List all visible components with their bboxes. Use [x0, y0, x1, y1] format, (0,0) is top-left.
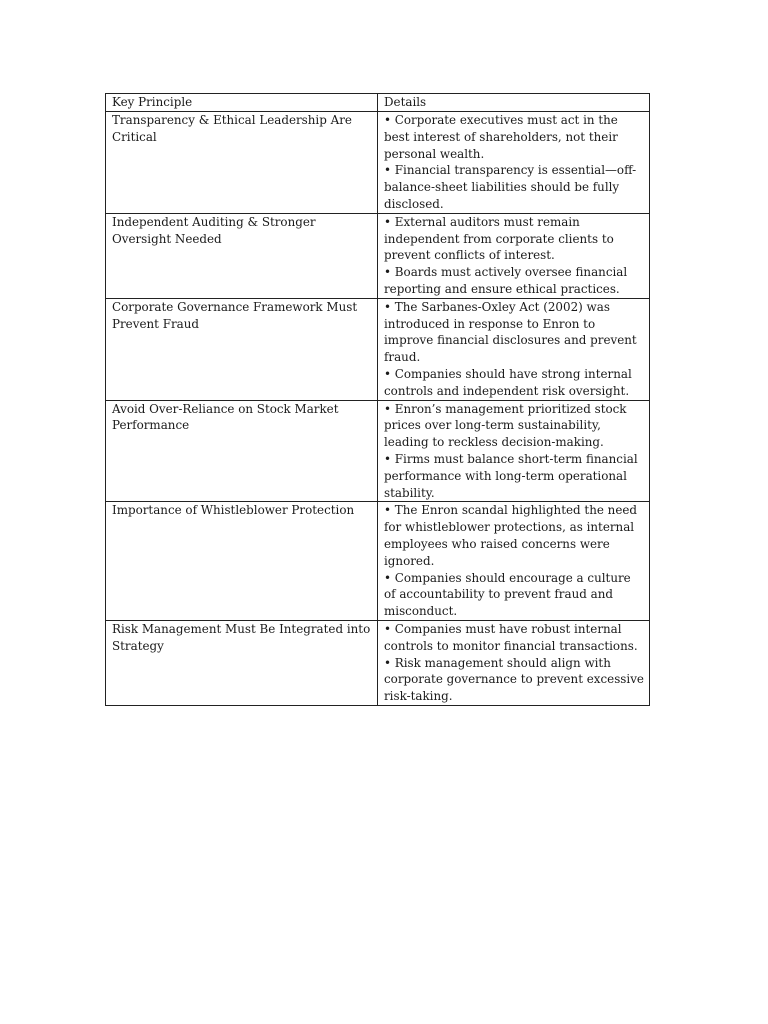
detail-bullet: • The Enron scandal highlighted the need for whistleblower protections, as internal employees who raised concerns were ignored.	[384, 503, 638, 568]
principle-cell: Transparency & Ethical Leadership Are Critical	[106, 112, 378, 214]
principle-cell: Risk Management Must Be Integrated into Strategy	[106, 620, 378, 705]
principle-cell: Importance of Whistleblower Protection	[106, 502, 378, 621]
table-row	[106, 213, 650, 298]
details-cell	[378, 112, 650, 214]
detail-bullet: • Risk management should align with corporate governance to prevent excessive risk-taking.	[384, 655, 644, 704]
details-cell	[378, 298, 650, 400]
detail-bullet: • Corporate executives must act in the best interest of shareholders, not their personal wealth.	[384, 113, 618, 161]
detail-bullet: • External auditors must remain independent from corporate clients to prevent conflicts of interest.	[384, 214, 614, 263]
detail-bullet: • Boards must actively oversee financial reporting and ensure ethical practices.	[384, 265, 628, 296]
table-row	[106, 502, 650, 621]
table-row	[106, 298, 650, 400]
table-row	[106, 620, 650, 705]
table-row	[106, 112, 650, 214]
header-details: Details	[378, 94, 650, 112]
key-principles-table	[105, 93, 650, 706]
table-row	[106, 400, 650, 502]
header-key-principle: Key Principle	[106, 94, 378, 112]
table-header-row	[106, 94, 650, 112]
details-cell	[378, 502, 650, 621]
detail-bullet: • Companies must have robust internal controls to monitor financial transactions.	[384, 621, 638, 653]
detail-bullet: • The Sarbanes-Oxley Act (2002) was introduced in response to Enron to improve financial disclosures and prevent fraud.	[384, 299, 637, 365]
details-cell	[378, 400, 650, 502]
detail-bullet: • Firms must balance short-term financial performance with long-term operational stability.	[384, 451, 638, 500]
detail-bullet: • Financial transparency is essential—off-balance-sheet liabilities should be fully disclosed.	[384, 163, 637, 211]
detail-bullet: • Enron’s management prioritized stock prices over long-term sustainability, leading to reckless decision-making.	[384, 401, 627, 450]
details-cell	[378, 213, 650, 298]
detail-bullet: • Companies should have strong internal controls and independent risk oversight.	[384, 366, 632, 398]
detail-bullet: • Companies should encourage a culture of accountability to prevent fraud and misconduct.	[384, 570, 631, 619]
principle-cell: Independent Auditing & Stronger Oversight Needed	[106, 213, 378, 298]
principle-cell: Avoid Over-Reliance on Stock Market Performance	[106, 400, 378, 502]
principle-cell: Corporate Governance Framework Must Prevent Fraud	[106, 298, 378, 400]
details-cell	[378, 620, 650, 705]
